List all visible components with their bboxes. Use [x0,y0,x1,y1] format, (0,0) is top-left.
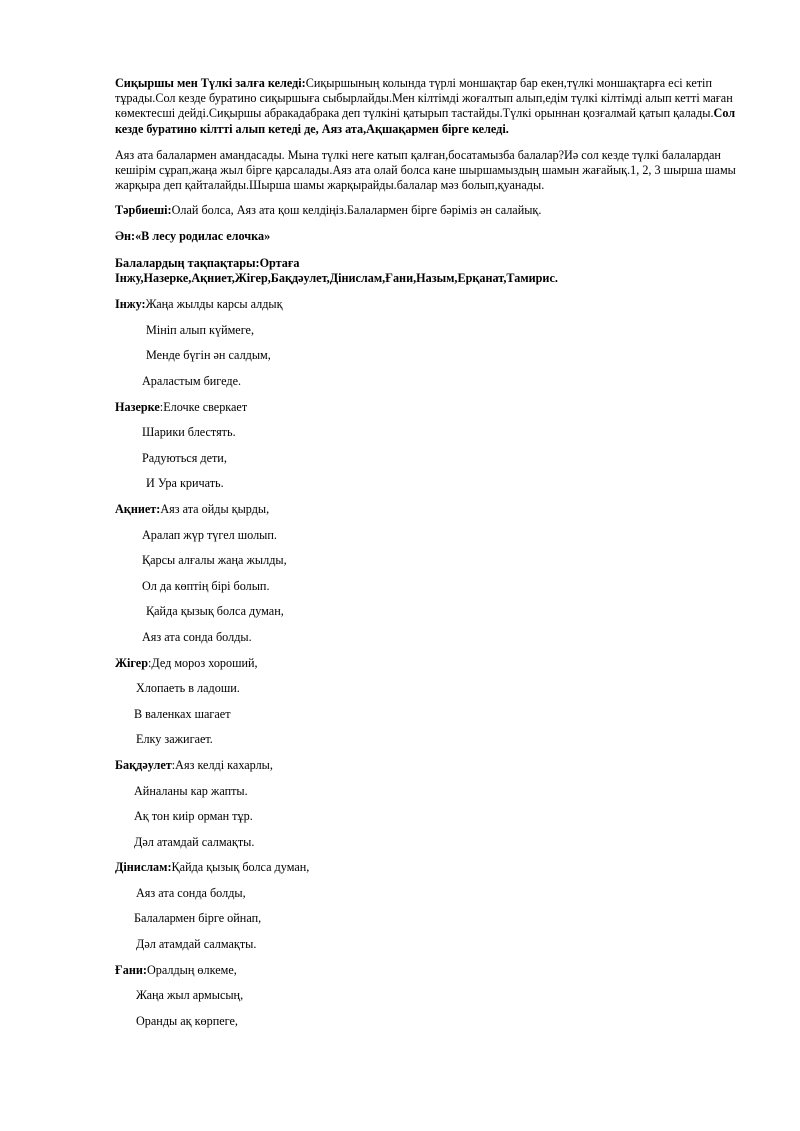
poem-first-line [115,855,745,881]
speaker-name: Ақниет: [115,501,161,516]
poem-line: И Ура кричать. [146,476,224,491]
poem-line: Мініп алып күймеге, [146,322,255,337]
poem-line: Аяз ата сонда болды, [136,885,246,900]
speaker-sep: : [171,757,176,772]
poem-line: Ол да көптің бірі болып. [142,578,270,593]
poem-line: Хлопаеть в ладоши. [136,681,240,696]
speaker-name: Бақдәулет [115,757,172,772]
poem-line: Жаңа жылды карсы алдық [145,297,283,312]
poem-line: В валенках шагает [134,706,231,721]
speaker-sep: : [148,655,152,670]
poem-line: Қайда қызық болса думан, [146,604,284,619]
ayaz-ata-paragraph: Аяз ата балалармен амандасады. Мына түлкі неге катып қалған,босатамызба балалар?Иә сол кезде түлкі балалардан кешірім сұрап,жаңа жыл бірге қарсалады.Аяз ата олай болса кане шыршамыздың шамын жағайық.1, 2, 3 шырша шамы жарқыра деп қайталайды.Шырша шамы жарқырайды.балалар мәз болып,қуанады. [115,147,736,193]
kids-names: Інжу,Назерке,Ақниет,Жігер,Бақдәулет,Дінислам,Ғани,Назым,Ерқанат,Тамирис. [115,271,558,286]
poem-line: Аяз ата ойды қырды, [160,501,270,516]
intro-paragraph [115,76,745,137]
poem-line: Аяз келді кахарлы, [175,757,273,772]
scene-label: Сиқыршы мен Түлкі залға келеді: [115,76,306,90]
poem-block [115,958,745,1035]
poem-line: Дед мороз хороший, [151,655,258,670]
speaker-name: Жігер [115,655,148,670]
poem-line: Айналаны кар жапты. [134,783,248,798]
poem-block [115,651,745,753]
poem-block [115,292,745,394]
teacher-label: Тәрбиеші: [115,203,172,218]
poem-first-line [115,651,745,677]
poem-block [115,855,745,957]
poem-first-line [115,395,745,421]
teacher-text: Олай болса, Аяз ата қош келдіңіз.Балалармен бірге бәріміз ән салайық. [171,203,542,218]
speaker-name: Назерке [115,399,160,414]
poem-first-line [115,958,745,984]
poem-line: Шарики блестять. [142,425,236,440]
poem-line: Радуються дети, [142,450,227,465]
poem-line: Дәл атамдай салмақты. [134,834,255,849]
poem-line: Менде бүгін ән салдым, [146,348,271,363]
speaker-name: Ғани: [115,962,147,977]
song-title: Ән:«В лесу родилас елочка» [115,228,271,243]
poem-line: Қарсы алғалы жаңа жылды, [142,553,287,568]
poem-line: Араластым бигеде. [142,374,242,389]
teacher-line [115,203,745,218]
poem-block [115,497,745,651]
poem-first-line [115,497,745,523]
poem-line: Аралап жүр түгел шолып. [142,527,277,542]
poem-line: Оранды ақ көрпеге, [136,1013,238,1028]
scene-text: Сиқыршының колында түрлі моншақтар бар екен,түлкі моншақтарға есі кетіп тұрады.Сол кезде буратино сиқыршыға сыбырлайды.Мен кілтімді жоғалтып алып,едім түлкі кілтімді алып кетті маған көмектесші дейді.Сиқыршы абракадабрака деп түлкіні қатырып тастайды.Түлкі орыннан қозғалмай қатып қалады. [115,76,733,121]
poem-block [115,753,745,855]
poem-line: Қайда қызық болса думан, [171,860,310,875]
speaker-name: Інжу: [115,297,146,312]
speaker-name: Дінислам: [115,860,172,875]
poem-line: Елку зажигает. [136,732,213,747]
poem-line: Дәл атамдай салмақты. [136,937,257,952]
poem-line: Ақ тон киір орман тұр. [134,809,253,824]
speaker-sep: : [159,399,164,414]
poem-first-line [115,292,745,318]
poem-line: Елочке сверкает [163,399,248,414]
document-body [115,76,745,1034]
kids-heading: Балалардың тақпақтары:Ортаға [115,255,300,270]
poem-first-line [115,753,745,779]
poem-line: Аяз ата сонда болды. [142,629,252,644]
poem-line: Балалармен бірге ойнап, [134,911,262,926]
poem-block [115,395,745,497]
poem-line: Оралдың өлкеме, [146,962,237,977]
scene-text-bold: Сол кезде буратино кілтті алып кетеді де, Аяз ата,Ақшақармен бірге келеді. [115,106,736,136]
poem-line: Жаңа жыл армысың, [136,988,244,1003]
